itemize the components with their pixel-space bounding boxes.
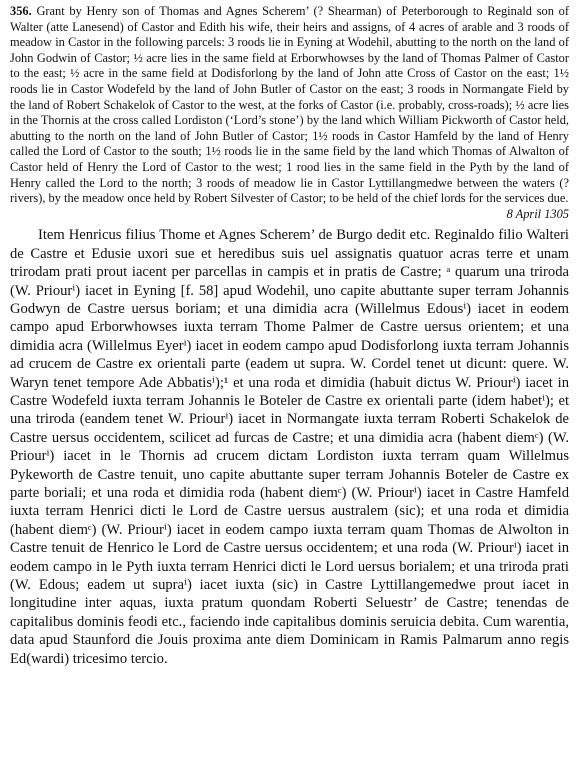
english-summary	[10, 4, 569, 207]
entry-date: 8 April 1305	[506, 206, 569, 221]
entry-number: 356.	[10, 4, 32, 18]
latin-charter-text: Item Henricus filius Thome et Agnes Scherem’ de Burgo dedit etc. Reginaldo filio Walteri de Castre et Edusie uxori sue et heredibus suis uel assignatis quatuor acras terre et unam trirodam prati prout iacent per parcellas in campis et in pratis de Castre; ᵃ quarum una triroda (W. Priourⁱ) iacet in Eyning [f. 58] apud Wodehil, uno capite abuttante super terram Johannis Godwyn de Castre uersus boriam; et una dimidia acra (Willelmus Edousⁱ) iacet in eodem campo apud Erborwhowses iuxta terram Thome Palmer de Castre uersus orientem; et una dimidia acra (Willelmus Eyerⁱ) iacet in eodem campo apud Dodisforlong iuxta terram Johannis ad crucem de Castre ex orientali parte (eadem ut supra. W. Cordel tenet ut dicunt: quere. W. Waryn tenet tempore Ade Abbatisⁱ);¹ et una roda et dimidia (habuit dictus W. Priourⁱ) iacet in Castre Wodefeld iuxta terram Johannis le Boteler de Castre ex orientali parte (idem habetⁱ); et una triroda (eandem tenet W. Priourⁱ) iacet in Normangate iuxta terram Roberti Schakelok de Castre uersus occidentem, scilicet ad furcas de Castre; et una dimidia acra (habent diemᶜ) (W. Priourⁱ) iacet in le Thornis ad crucem dictam Lordiston iuxta terram quam Willelmus Pykeworth de Castre tenuit, uno capite abuttante super terram Johannis Boteler de Castre ex parte boriali; et una roda et dimidia roda (habent diemᶜ) (W. Priourⁱ) iacet in Castre Hamfeld iuxta terram Henrici dicti le Lord de Castre uersus australem (sic); et una roda et dimidia (habent diemᶜ) (W. Priourⁱ) iacet in eodem campo iuxta terram quam Thomas de Alwolton in Castre tenuit de Henrico le Lord de Castre uersus occidentem; et una roda (W. Priourⁱ) iacet in eodem campo in le Pyth iuxta terram Henrici dicti le Lord uersus borialem; et una triroda prati (W. Edous; eadem ut supraⁱ) iacet iuxta (sic) in Castre Lyttillangemedwe prout iacet in longitudine inter aquas, iuxta pratum quondam Roberti Seluestr’ de Castre; tenendas de capitalibus dominis feodi etc., faciendo inde capitalibus dominis seruicia debita. Cum warentia, data apud Staunford die Jouis proxima ante diem Dominicam in Ramis Palmarum anno regis Ed(wardi) tricesimo tercio.	[10, 227, 569, 667]
english-text: Grant by Henry son of Thomas and Agnes Scherem’ (? Shearman) of Peterborough to Reginald son of Walter (atte Lanesend) of Castor and Edith his wife, their heirs and assigns, of 4 acres of arable and 3 roods of meadow in Castor in the following parcels: 3 roods lie in Eyning at Wodehil, abutting to the north on the land of John Godwin of Castor; ½ acre lies in the same field at Erborwhowses by the land of Thomas Palmer of Castor to the east; ½ acre in the same field at Dodisforlong by the land of John atte Cross of Castor on the east; 1½ roods lie in Castor Wodefeld by the land of John Butler of Castor on the east; 3 roods in Normangate Field by the land of Robert Schakelok of Castor to the west, at the forks of Castor (i.e. probably, cross-roads); ½ acre lies in the Thornis at the cross called Lordiston (‘Lord’s stone’) by the land which William Pickworth of Castor held, abutting to the north on the land of John Butler of Castor; 1½ roods in Castor Hamfeld by the land of Henry called the Lord of Castor to the south; 1½ roods lie in the same field by the land which Thomas of Alwalton of Castor held of Henry the Lord of Castor to the west; 1 rood lies in the same field in the Pyth by the land of Henry called the Lord to the north; 3 roods of meadow lie in Castor Lyttillangmedwe between the waters (? rivers), by the meadow once held by Robert Silvester of Castor; to be held of the chief lords for the services due.	[10, 4, 569, 206]
